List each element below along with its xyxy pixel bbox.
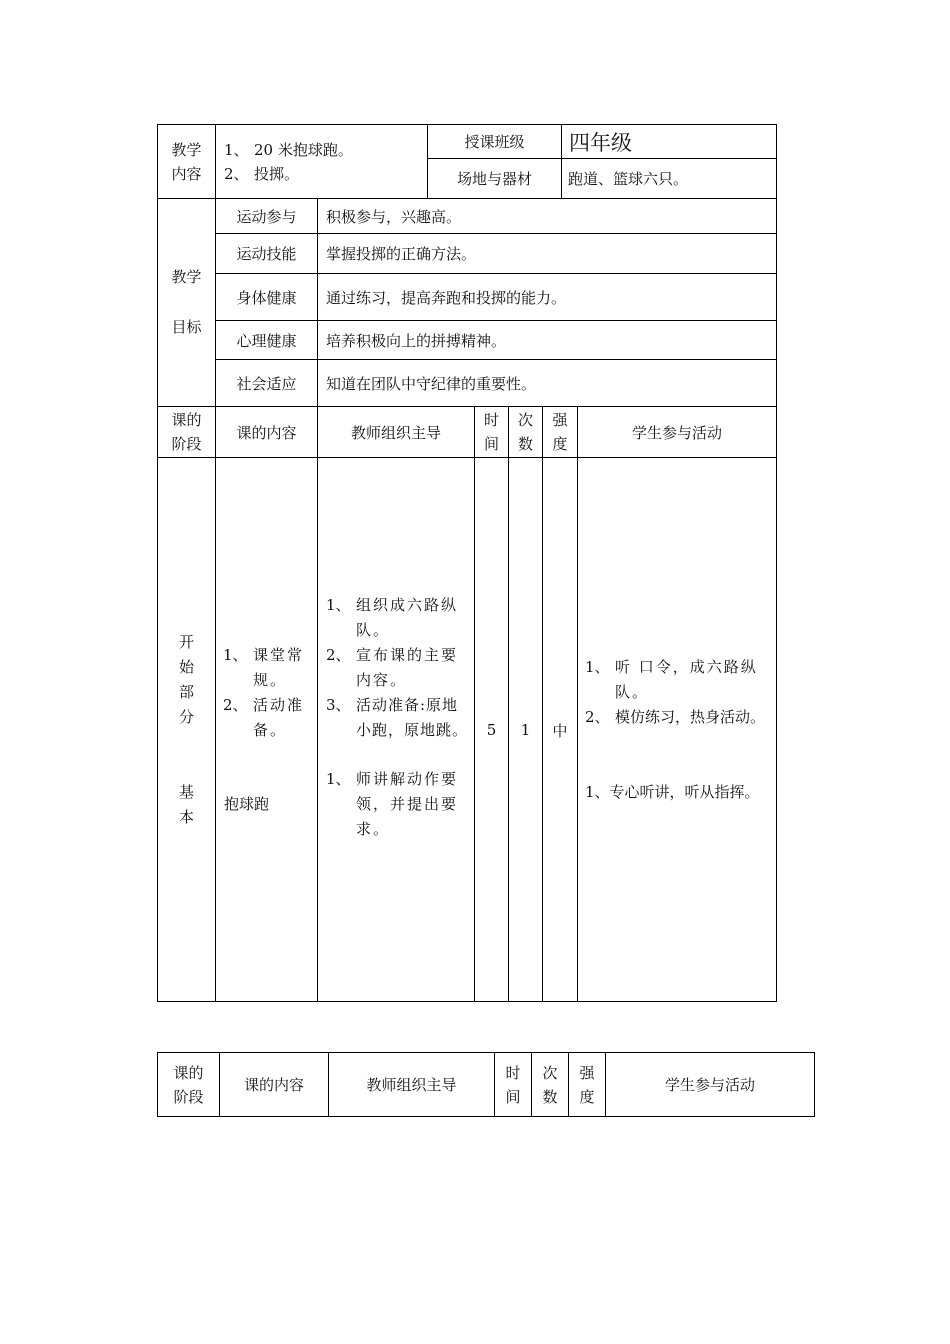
objective-value: 掌握投掷的正确方法。	[326, 245, 477, 263]
table-border	[776, 124, 777, 1002]
objective-label: 运动技能	[236, 245, 297, 263]
class-label: 授课班级	[464, 133, 525, 151]
header-line: 强	[579, 1063, 595, 1082]
item-text: 师讲解动作要领，并提出要求。	[356, 770, 459, 838]
objective-value: 知道在团队中守纪律的重要性。	[326, 374, 537, 393]
item-text: 20 米抱球跑。	[254, 141, 353, 159]
venue-label: 场地与器材	[456, 170, 532, 188]
table-border	[577, 406, 578, 1002]
header-line: 数	[517, 435, 533, 453]
stage-start	[158, 630, 215, 730]
objective-value: 通过练习，提高奔跑和投掷的能力。	[326, 288, 567, 307]
item-text: 活动准备:原地小跑，原地跳。	[356, 696, 469, 739]
list-item	[224, 162, 424, 186]
table-border	[814, 1052, 815, 1117]
venue-value: 跑道、篮球六只。	[568, 170, 689, 188]
col-header-time	[495, 1053, 531, 1116]
col-header-teacher: 教师组织主导	[350, 423, 441, 442]
item-number: 1、	[326, 596, 351, 614]
item-number: 2、	[224, 165, 249, 183]
stage-basic	[158, 780, 215, 830]
item-text: 模仿练习，热身活动。	[615, 708, 766, 726]
teaching-content-list	[224, 138, 424, 186]
header-line: 度	[552, 435, 568, 453]
class-value: 四年级	[569, 130, 632, 155]
col-header-student: 学生参与活动	[631, 423, 722, 442]
col-header-student: 学生参与活动	[664, 1076, 755, 1094]
col-header-intensity	[569, 1053, 605, 1116]
item-text: 活动准备。	[253, 696, 305, 739]
table-border	[561, 124, 562, 199]
basic-teacher-list	[326, 767, 470, 842]
objective-label: 身体健康	[236, 288, 297, 307]
col-header-content: 课的内容	[243, 1076, 304, 1094]
stage-char: 始	[178, 658, 194, 676]
label-line: 教学	[171, 140, 202, 159]
basic-content: 抱球跑	[224, 795, 270, 813]
list-item	[224, 138, 424, 162]
list-item	[585, 705, 770, 730]
table-border	[157, 1001, 777, 1002]
start-student-list	[585, 655, 770, 730]
col-header-teacher: 教师组织主导	[366, 1076, 457, 1094]
col-header-count	[532, 1053, 568, 1116]
label-line: 教学	[171, 268, 202, 286]
header-line: 次	[517, 411, 533, 429]
header-line: 阶段	[173, 1087, 204, 1106]
basic-student-text: 1、专心听讲，听从指挥。	[585, 783, 760, 801]
table-border	[157, 1116, 815, 1117]
header-line: 间	[505, 1087, 521, 1106]
list-item	[326, 767, 470, 842]
start-time: 5	[486, 721, 497, 739]
objective-label: 心理健康	[236, 331, 297, 350]
objective-label: 社会适应	[236, 374, 297, 393]
col-header-time	[475, 407, 508, 457]
item-text: 投掷。	[254, 165, 300, 183]
objective-value: 积极参与，兴趣高。	[326, 207, 462, 226]
stage-char: 基	[178, 783, 194, 801]
item-text: 宣布课的主要内容。	[356, 646, 459, 689]
list-item	[326, 643, 470, 693]
table-border	[474, 406, 475, 1002]
header-line: 度	[579, 1087, 595, 1106]
stage-char: 分	[178, 708, 194, 726]
header-line: 时	[483, 411, 499, 429]
list-item	[326, 593, 470, 643]
item-number: 1、	[223, 646, 248, 664]
start-count: 1	[520, 721, 531, 739]
col-header-stage	[158, 1053, 219, 1116]
list-item	[223, 643, 313, 693]
start-intensity: 中	[552, 721, 568, 740]
item-text: 听 口令，成六路纵队。	[615, 658, 758, 701]
col-header-stage	[158, 407, 215, 457]
table-border	[508, 406, 509, 1002]
header-line: 时	[505, 1063, 521, 1082]
table-border	[215, 124, 216, 199]
header-line: 间	[483, 435, 499, 453]
objective-value: 培养积极向上的拼搏精神。	[326, 331, 507, 350]
item-text: 课堂常规。	[253, 646, 305, 689]
item-number: 2、	[585, 708, 610, 726]
item-text: 组织成六路纵队。	[356, 596, 459, 639]
list-item	[326, 693, 470, 743]
start-content-list	[223, 643, 313, 743]
stage-char: 开	[178, 633, 194, 651]
teaching-content-label	[158, 125, 215, 198]
header-line: 课的	[173, 1063, 204, 1082]
table-border	[542, 406, 543, 1002]
objective-label: 运动参与	[236, 207, 297, 226]
list-item	[223, 693, 313, 743]
item-number: 2、	[326, 646, 351, 664]
item-number: 1、	[326, 770, 351, 788]
col-header-intensity	[543, 407, 577, 457]
col-header-count	[509, 407, 542, 457]
item-number: 2、	[223, 696, 248, 714]
list-item	[585, 655, 770, 705]
item-number: 1、	[224, 141, 249, 159]
stage-char: 部	[178, 683, 194, 701]
table-border	[317, 198, 318, 1002]
stage-char: 本	[178, 808, 194, 826]
col-header-content: 课的内容	[236, 423, 297, 442]
item-number: 1、	[585, 658, 610, 676]
header-line: 强	[552, 411, 568, 429]
header-line: 阶段	[171, 435, 202, 453]
header-line: 课的	[171, 411, 202, 429]
label-line: 内容	[171, 164, 202, 183]
objectives-label	[158, 199, 215, 406]
table-border	[157, 457, 777, 458]
start-teacher-list	[326, 593, 470, 743]
item-number: 3、	[326, 696, 351, 714]
label-line: 目标	[171, 318, 202, 336]
header-line: 次	[542, 1063, 558, 1082]
header-line: 数	[542, 1087, 558, 1106]
